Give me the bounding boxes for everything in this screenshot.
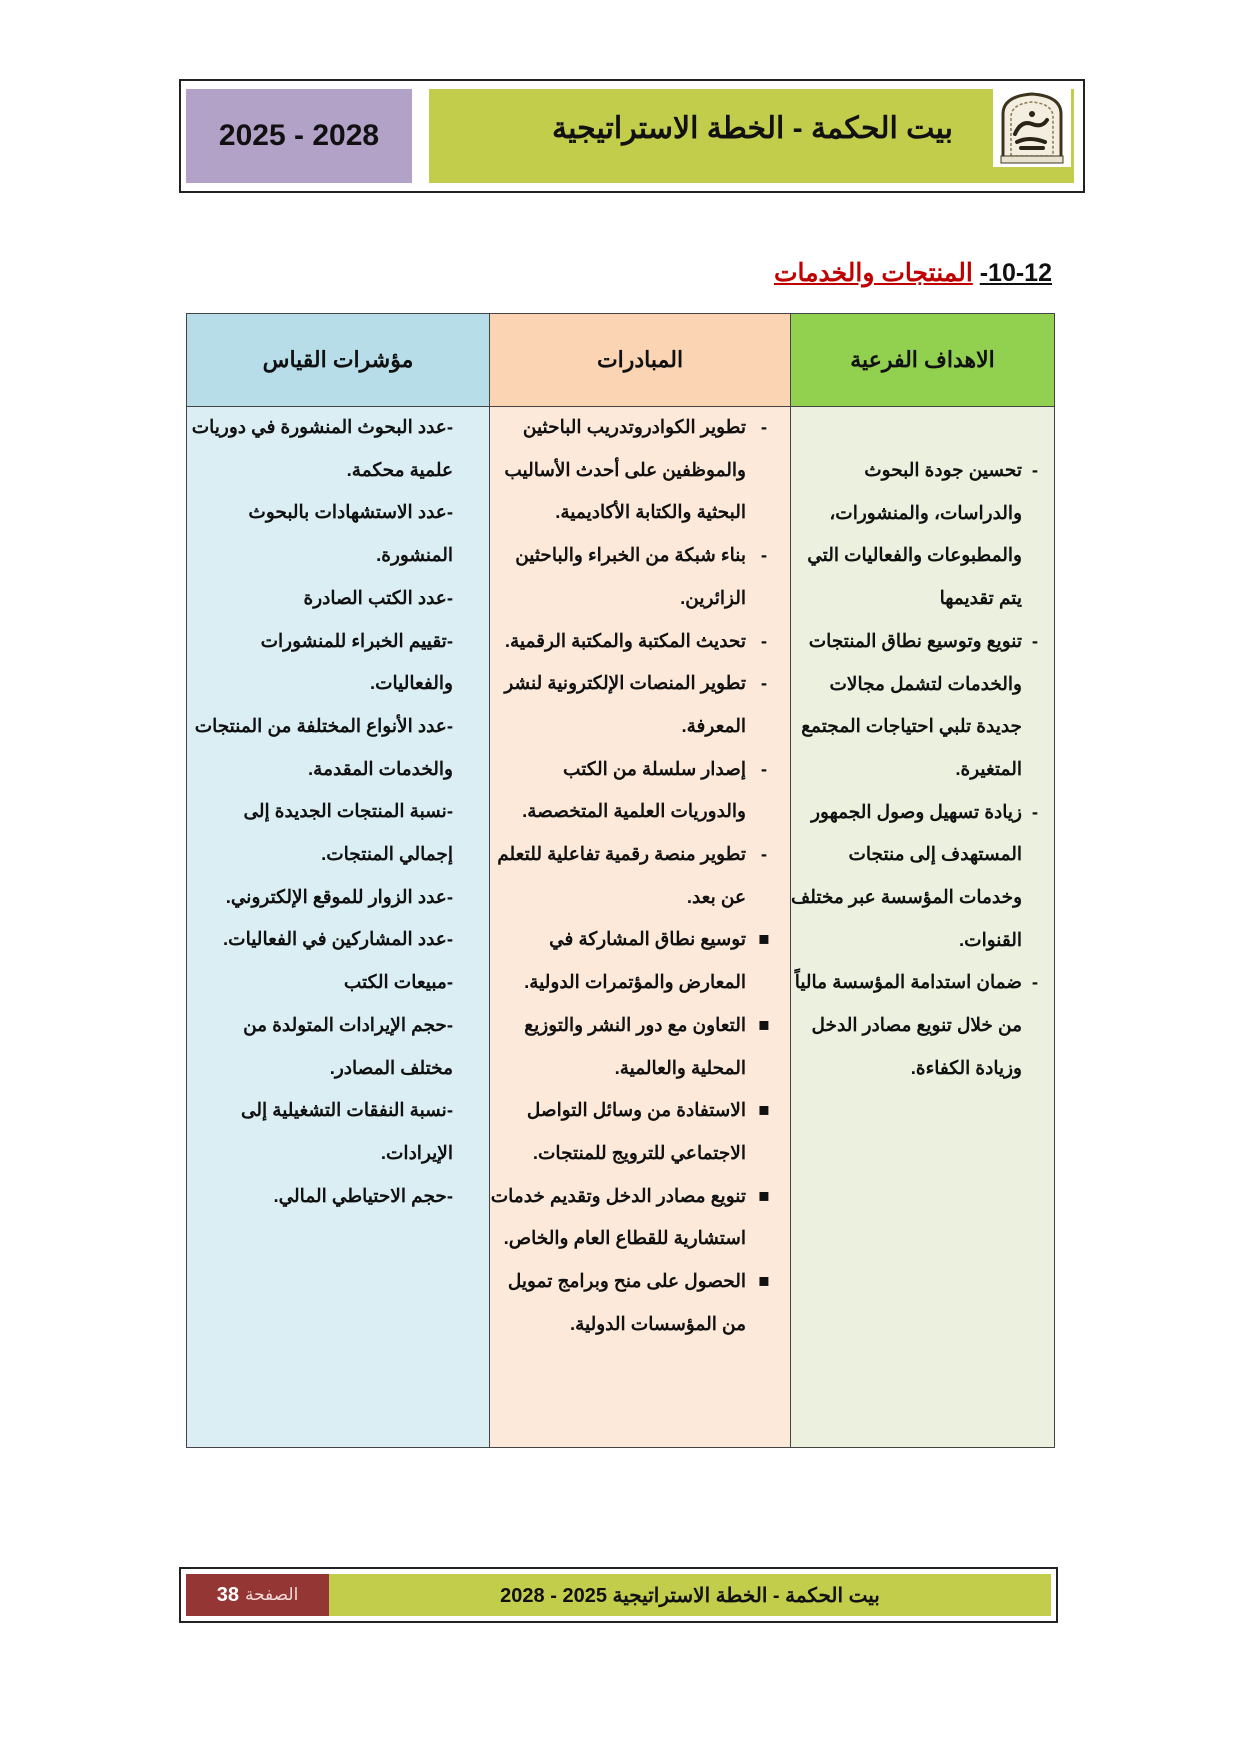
- initiative-item: - تطوير المنصات الإلكترونية لنشر المعرفة.: [490, 662, 778, 747]
- page-number-box: [186, 1574, 329, 1616]
- section-number: 10-12-: [979, 259, 1052, 287]
- page-number: 38: [216, 1583, 239, 1606]
- dash-marker-icon: -: [760, 544, 768, 566]
- indicator-item: -نسبة المنتجات الجديدة إلى إجمالي المنتجات.: [243, 800, 453, 865]
- initiative-item: - إصدار سلسلة من الكتب والدوريات العلمية المتخصصة.: [490, 748, 778, 833]
- header-years: 2025 - 2028: [186, 89, 412, 183]
- dash-marker-icon: -: [760, 672, 768, 694]
- initiative-item: ■ توسيع نطاق المشاركة في المعارض والمؤتمرات الدولية.: [490, 918, 778, 1003]
- indicators-list: [187, 406, 489, 1217]
- indicator-item: -عدد الكتب الصادرة: [303, 586, 453, 608]
- indicator-item: -حجم الإيرادات المتولدة من مختلف المصادر.: [243, 1013, 453, 1078]
- indicator-item: -تقييم الخبراء للمنشورات والفعاليات.: [260, 629, 453, 694]
- dash-marker-icon: -: [760, 416, 768, 437]
- page-label: الصفحة: [244, 1585, 299, 1604]
- logo-icon: [993, 89, 1071, 167]
- initiatives-header: المبادرات: [490, 314, 790, 407]
- section-title: المنتجات والخدمات: [773, 259, 973, 287]
- footer-title: بيت الحكمة - الخطة الاستراتيجية 2025 - 2028: [329, 1574, 1051, 1616]
- initiative-item: ■ التعاون مع دور النشر والتوزيع المحلية والعالمية.: [490, 1004, 778, 1089]
- square-bullet-icon: ■: [758, 1013, 770, 1035]
- indicator-item: -نسبة النفقات التشغيلية إلى الإيرادات.: [240, 1099, 453, 1163]
- square-bullet-icon: ■: [758, 928, 770, 950]
- indicators-column: [187, 314, 489, 1447]
- initiative-item: - تحديث المكتبة والمكتبة الرقمية.: [490, 620, 778, 663]
- initiative-item: ■ تنويع مصادر الدخل وتقديم خدمات استشارية للقطاع العام والخاص.: [490, 1175, 778, 1260]
- indicator-item: -عدد الأنواع المختلفة من المنتجات والخدمات المقدمة.: [194, 714, 453, 779]
- indicator-item: -عدد الاستشهادات بالبحوث المنشورة.: [248, 501, 453, 566]
- goal-item: - تنويع وتوسيع نطاق المنتجات والخدمات لتشمل مجالات جديدة تلبي احتياجات المجتمع المتغيرة.: [791, 620, 1044, 791]
- square-bullet-icon: ■: [758, 1184, 770, 1206]
- initiative-item: - بناء شبكة من الخبراء والباحثين الزائرين.: [490, 534, 778, 619]
- goal-item: - تحسين جودة البحوث والدراسات، والمنشورات، والمطبوعات والفعاليات التي يتم تقديمها: [791, 449, 1044, 620]
- initiatives-column: [489, 314, 791, 1447]
- dash-marker-icon: -: [1031, 800, 1039, 822]
- page-header: [179, 79, 1085, 193]
- initiative-item: - تطوير منصة رقمية تفاعلية للتعلم عن بعد.: [490, 833, 778, 918]
- dash-marker-icon: -: [760, 843, 768, 865]
- goal-item: - زيادة تسهيل وصول الجمهور المستهدف إلى منتجات وخدمات المؤسسة عبر مختلف القنوات.: [791, 791, 1044, 962]
- products-services-table: [186, 313, 1055, 1448]
- page-footer: [179, 1567, 1058, 1623]
- dash-marker-icon: -: [760, 757, 768, 779]
- dash-marker-icon: -: [760, 629, 768, 651]
- indicator-item: -عدد البحوث المنشورة في دوريات علمية محكمة.: [191, 416, 453, 480]
- goals-column: [791, 314, 1054, 1447]
- initiative-item: ■ الاستفادة من وسائل التواصل الاجتماعي للترويج للمنتجات.: [490, 1089, 778, 1174]
- dash-marker-icon: -: [1031, 629, 1039, 651]
- indicator-item: -حجم الاحتياطي المالي.: [273, 1184, 453, 1206]
- goal-item: - ضمان استدامة المؤسسة مالياً من خلال تنويع مصادر الدخل وزيادة الكفاءة.: [791, 961, 1044, 1089]
- indicator-item: -عدد الزوار للموقع الإلكتروني.: [225, 885, 453, 907]
- square-bullet-icon: ■: [758, 1099, 770, 1121]
- square-bullet-icon: ■: [758, 1270, 770, 1292]
- indicator-item: -عدد المشاركين في الفعاليات.: [223, 928, 453, 950]
- indicator-item: -مبيعات الكتب: [343, 971, 453, 993]
- goals-list: [791, 406, 1054, 1090]
- dash-marker-icon: -: [1031, 971, 1039, 993]
- dash-marker-icon: -: [1031, 459, 1039, 480]
- section-heading: [774, 258, 1052, 288]
- initiatives-list: [490, 406, 790, 1345]
- initiative-item: - تطوير الكوادروتدريب الباحثين والموظفين على أحدث الأساليب البحثية والكتابة الأكاديمية.: [490, 406, 778, 534]
- indicators-header: مؤشرات القياس: [187, 314, 489, 407]
- header-title: بيت الحكمة - الخطة الاستراتيجية: [552, 111, 953, 145]
- initiative-item: ■ الحصول على منح وبرامج تمويل من المؤسسات الدولية.: [490, 1260, 778, 1345]
- goals-header: الاهداف الفرعية: [791, 314, 1054, 407]
